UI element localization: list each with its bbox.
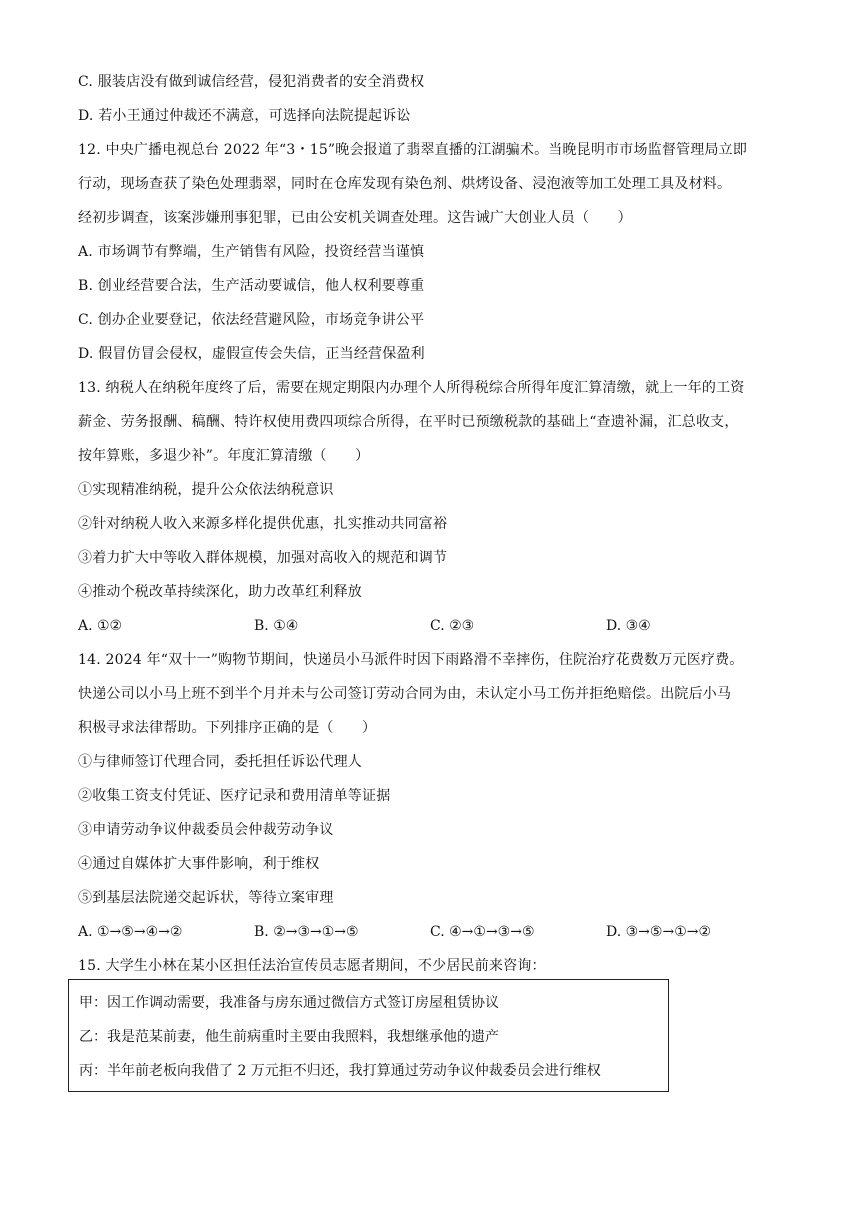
q15-case-bing: 丙：半年前老板向我借了 2 万元拒不归还，我打算通过劳动争议仲裁委员会进行维权 [79, 1063, 601, 1079]
q14-stem-line-1: 14. 2024 年“双十一”购物节期间，快递员小马派件时因下雨路滑不幸摔伤，住院治疗花费数万元医疗费。 [78, 652, 744, 668]
q14-option-d: D. ③→⑤→①→② [606, 924, 712, 940]
q14-option-b: B. ②→③→①→⑤ [254, 924, 359, 940]
q14-statement-2: ②收集工资支付凭证、医疗记录和费用清单等证据 [78, 788, 391, 804]
q12-option-b: B. 创业经营要合法，生产活动要诚信，他人权利要尊重 [78, 278, 425, 294]
q13-stem-line-3: 按年算账，多退少补”。年度汇算清缴（ ） [78, 448, 370, 464]
q13-statement-2: ②针对纳税人收入来源多样化提供优惠，扎实推动共同富裕 [78, 516, 448, 532]
q12-stem-line-2: 行动，现场查获了染色处理翡翠，同时在仓库发现有染色剂、烘烤设备、浸泡液等加工处理工具及材料。 [78, 176, 732, 192]
q14-option-c: C. ④→①→③→⑤ [430, 924, 535, 940]
q13-stem-line-1: 13. 纳税人在纳税年度终了后，需要在规定期限内办理个人所得税综合所得年度汇算清缴，就上一年的工资 [78, 380, 745, 396]
q15-case-jia: 甲：因工作调动需要，我准备与房东通过微信方式签订房屋租赁协议 [79, 995, 499, 1011]
q15-stem: 15. 大学生小林在某小区担任法治宣传员志愿者期间，不少居民前来咨询： [78, 958, 546, 974]
q12-option-c: C. 创办企业要登记，依法经营避风险，市场竞争讲公平 [78, 312, 425, 328]
q11-option-d: D. 若小王通过仲裁还不满意，可选择向法院提起诉讼 [78, 108, 411, 124]
q13-statement-4: ④推动个税改革持续深化，助力改革红利释放 [78, 584, 362, 600]
q13-option-a: A. ①② [78, 618, 123, 634]
q12-option-a: A. 市场调节有弊端，生产销售有风险，投资经营当谨慎 [78, 244, 425, 260]
q15-case-box [68, 979, 669, 1092]
q11-option-c: C. 服装店没有做到诚信经营，侵犯消费者的安全消费权 [78, 74, 425, 90]
q14-stem-line-2: 快递公司以小马上班不到半个月并未与公司签订劳动合同为由，未认定小马工伤并拒绝赔偿。出院后小马 [78, 686, 732, 702]
q13-option-d: D. ③④ [606, 618, 651, 634]
q14-statement-4: ④通过自媒体扩大事件影响，利于维权 [78, 856, 320, 872]
q12-stem-line-3: 经初步调查，该案涉嫌刑事犯罪，已由公安机关调查处理。这告诫广大创业人员（ ） [78, 210, 632, 226]
q13-statement-3: ③着力扩大中等收入群体规模，加强对高收入的规范和调节 [78, 550, 448, 566]
q14-stem-line-3: 积极寻求法律帮助。下列排序正确的是（ ） [78, 720, 377, 736]
q13-option-c: C. ②③ [430, 618, 475, 634]
q15-case-yi: 乙：我是范某前妻，他生前病重时主要由我照料，我想继承他的遗产 [79, 1029, 499, 1045]
q14-statement-5: ⑤到基层法院递交起诉状，等待立案审理 [78, 890, 334, 906]
q13-stem-line-2: 薪金、劳务报酬、稿酬、特许权使用费四项综合所得，在平时已预缴税款的基础上“查遗补漏，汇总收支， [78, 414, 739, 430]
q14-statement-1: ①与律师签订代理合同，委托担任诉讼代理人 [78, 754, 362, 770]
q12-option-d: D. 假冒仿冒会侵权，虚假宣传会失信，正当经营保盈利 [78, 346, 425, 362]
q13-statement-1: ①实现精准纳税，提升公众依法纳税意识 [78, 482, 334, 498]
q13-option-b: B. ①④ [254, 618, 299, 634]
q14-option-a: A. ①→⑤→④→② [78, 924, 183, 940]
q12-stem-line-1: 12. 中央广播电视总台 2022 年“3・15”晚会报道了翡翠直播的江湖骗术。当晚昆明市市场监督管理局立即 [78, 142, 748, 158]
q14-statement-3: ③申请劳动争议仲裁委员会仲裁劳动争议 [78, 822, 334, 838]
